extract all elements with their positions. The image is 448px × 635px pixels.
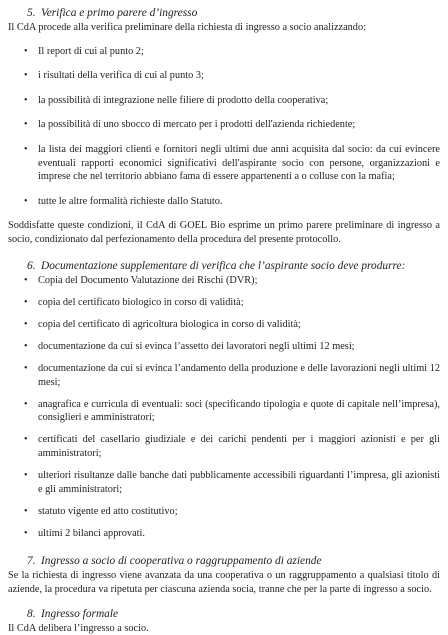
bullet-icon: •: [24, 434, 28, 446]
section-6-list: [8, 274, 440, 541]
list-item-text: la lista dei maggiori clienti e fornitori negli ultimi due anni acquisita dal socio: da cui evincere eventuali rapporti economici significativi dell'aspirante socio con persone, organizzazioni e imprese che nel territorio abbiano fama di essere appartenenti a o colluse con la mafia;: [38, 143, 440, 183]
list-item: [8, 527, 440, 541]
section-5-heading: [8, 6, 440, 20]
list-item: [8, 94, 440, 108]
section-6: [8, 259, 440, 541]
bullet-icon: •: [24, 527, 28, 539]
bullet-icon: •: [24, 45, 28, 57]
section-8-number: 8.: [27, 607, 36, 620]
bullet-icon: •: [24, 340, 28, 352]
section-6-number: 6.: [27, 259, 36, 272]
bullet-icon: •: [24, 70, 28, 82]
section-7-title: Ingresso a socio di cooperativa o raggruppamento di aziende: [41, 555, 322, 568]
list-item-text: ulteriori risultanze dalle banche dati pubblicamente accessibili riguardanti l’impresa, gli azionisti e gli amministratori;: [38, 469, 440, 495]
list-item: [8, 362, 440, 389]
section-7-heading: [8, 554, 440, 568]
section-7-number: 7.: [27, 555, 36, 568]
section-7-body: Se la richiesta di ingresso viene avanzata da una cooperativa o un raggruppamento a qualsiasi titolo di aziende, la procedura va ripetuta per ciascuna azienda socia, tranne che per la parte di ingresso a socio.: [8, 570, 440, 595]
list-item-text: documentazione da cui si evinca l’assetto dei lavoratori negli ultimi 12 mesi;: [38, 340, 355, 352]
bullet-icon: •: [24, 398, 28, 410]
list-item-text: la possibilità di uno sbocco di mercato per i prodotti dell'azienda richiedente;: [38, 119, 356, 131]
list-item: [8, 340, 440, 354]
bullet-icon: •: [24, 505, 28, 517]
list-item-text: Il report di cui al punto 2;: [38, 45, 144, 57]
list-item-text: ultimi 2 bilanci approvati.: [38, 527, 145, 539]
section-8-heading: [8, 607, 440, 621]
list-item-text: documentazione da cui si evinca l’andamento della produzione e delle lavorazioni negli ultimi 12 mesi;: [38, 362, 440, 388]
list-item-text: Copia del Documento Valutazione dei Rischi (DVR);: [38, 274, 258, 286]
section-6-title: Documentazione supplementare di verifica che l’aspirante socio deve produrre:: [41, 259, 406, 272]
section-5: [8, 6, 440, 247]
bullet-icon: •: [24, 119, 28, 131]
list-item: [8, 296, 440, 310]
bullet-icon: •: [24, 318, 28, 330]
bullet-icon: •: [24, 143, 28, 155]
list-item: [8, 118, 440, 132]
section-5-list: [8, 45, 440, 209]
section-5-number: 5.: [27, 7, 36, 19]
list-item-text: copia del certificato biologico in corso di validità;: [38, 296, 244, 308]
list-item-text: certificati del casellario giudiziale e dei carichi pendenti per i maggiori azionisti e per gli amministratori;: [38, 434, 440, 459]
list-item: [8, 398, 440, 425]
list-item: [8, 318, 440, 332]
bullet-icon: •: [24, 296, 28, 308]
section-7: [8, 554, 440, 596]
list-item: [8, 195, 440, 209]
list-item: [8, 505, 440, 519]
list-item: [8, 433, 440, 460]
list-item-text: anagrafica e curricula di eventuali: soci (specificando tipologia e quote di capitale nell’impresa), consiglieri e amministratori;: [38, 398, 440, 424]
list-item-text: statuto vigente ed atto costitutivo;: [38, 505, 178, 517]
bullet-icon: •: [24, 195, 28, 207]
list-item-text: i risultati della verifica di cui al punto 3;: [38, 70, 204, 82]
section-5-closing: Soddisfatte queste condizioni, il CdA di GOEL Bio esprime un primo parere preliminare di ingresso a socio, condizionato dal perfezionamento della procedura del presente protocollo.: [8, 220, 440, 245]
list-item: [8, 45, 440, 59]
list-item-text: tutte le altre formalità richieste dallo Statuto.: [38, 195, 223, 207]
section-8: [8, 607, 440, 635]
list-item: [8, 143, 440, 184]
section-5-intro: Il CdA procede alla verifica preliminare della richiesta di ingresso a socio analizzando:: [8, 22, 366, 33]
document-page: [8, 6, 440, 635]
bullet-icon: •: [24, 94, 28, 106]
section-8-body: Il CdA delibera l’ingresso a socio.: [8, 622, 149, 634]
bullet-icon: •: [24, 274, 28, 286]
section-6-heading: [8, 259, 440, 273]
list-item: [8, 274, 440, 288]
bullet-icon: •: [24, 469, 28, 481]
section-5-title: Verifica e primo parere d’ingresso: [41, 7, 198, 19]
list-item: [8, 469, 440, 496]
list-item: [8, 69, 440, 83]
list-item-text: copia del certificato di agricoltura biologica in corso di validità;: [38, 318, 301, 330]
list-item-text: la possibilità di integrazione nelle filiere di prodotto della cooperativa;: [38, 94, 329, 106]
bullet-icon: •: [24, 362, 28, 374]
section-8-title: Ingresso formale: [41, 607, 119, 620]
